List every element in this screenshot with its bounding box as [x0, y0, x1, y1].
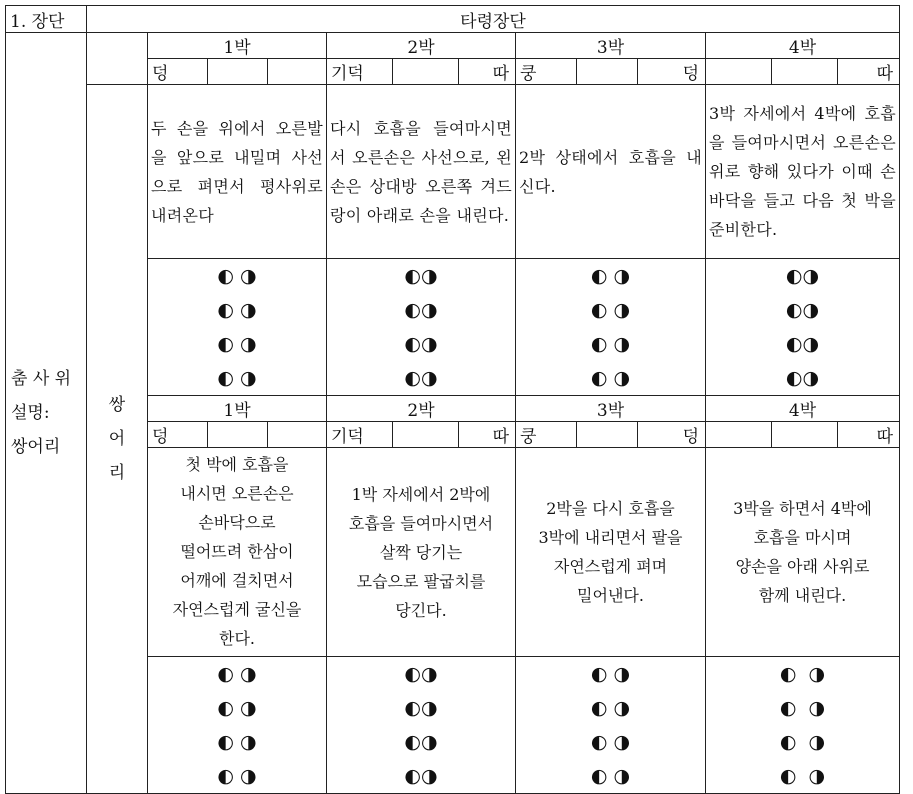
movement-description: 첫 박에 호흡을 내시면 오른손은 손바닥으로 떨어뜨려 한삼이 어깨에 걸치면서 자연스럽게 굴신을 한다. [148, 448, 327, 657]
breath-symbol: ◐ ◑ [217, 697, 257, 719]
breath-symbol: ◐ ◑ [217, 299, 257, 321]
section-label-line: 설명: [11, 403, 50, 423]
beat-1-header: 1박 [148, 396, 327, 422]
breath-symbol: ◐ ◑ [779, 663, 826, 685]
breath-symbol: ◐◑ [785, 367, 820, 389]
sound-cell-empty [772, 59, 838, 85]
breath-symbol: ◐ ◑ [217, 367, 257, 389]
breath-symbol: ◐◑ [404, 731, 438, 753]
movement-description: 다시 호흡을 들여마시면서 오른손은 사선으로, 왼손은 상대방 오른쪽 겨드랑이 아래로 손을 내린다. [327, 85, 516, 259]
sound-cell: 따 [838, 59, 900, 85]
movement-description: 2박 상태에서 호흡을 내신다. [516, 85, 706, 259]
breath-symbol: ◐ ◑ [590, 265, 631, 287]
vertical-label-char: 어 [108, 429, 126, 449]
vertical-label [87, 85, 148, 794]
breath-symbols [148, 259, 327, 396]
sound-cell-empty [706, 422, 772, 448]
section-number: 1. 장단 [6, 6, 87, 33]
breath-symbol: ◐ ◑ [590, 367, 631, 389]
breath-symbol: ◐ ◑ [217, 731, 257, 753]
sound-cell: 쿵 [516, 422, 577, 448]
breath-symbols [327, 657, 516, 794]
sound-cell: 기덕 [327, 59, 393, 85]
movement-description: 두 손을 위에서 오른발을 앞으로 내밀며 사선으로 펴면서 평사위로 내려온다 [148, 85, 327, 259]
sound-cell: 쿵 [516, 59, 577, 85]
beat-1-header: 1박 [148, 33, 327, 59]
sound-cell-empty [268, 422, 327, 448]
breath-symbol: ◐ ◑ [779, 731, 826, 753]
dance-notation-table [5, 5, 900, 794]
beat-4-header: 4박 [706, 33, 900, 59]
breath-symbol: ◐◑ [785, 333, 820, 355]
movement-description: 1박 자세에서 2박에 호흡을 들여마시면서 살짝 당기는 모습으로 팔굽치를 당긴다. [327, 448, 516, 657]
beat-3-header: 3박 [516, 396, 706, 422]
breath-symbol: ◐ ◑ [590, 697, 631, 719]
breath-symbol: ◐ ◑ [590, 731, 631, 753]
sound-cell-empty [577, 59, 638, 85]
sound-cell: 덩 [148, 422, 208, 448]
beat-4-header: 4박 [706, 396, 900, 422]
vertical-label-char: 리 [108, 463, 126, 483]
blank-cell [87, 33, 148, 85]
sound-cell-empty [268, 59, 327, 85]
breath-symbol: ◐ ◑ [217, 765, 257, 787]
sound-cell-empty [208, 59, 268, 85]
sound-cell: 기덕 [327, 422, 393, 448]
breath-symbol: ◐ ◑ [590, 765, 631, 787]
sound-cell-empty [208, 422, 268, 448]
movement-description: 3박 자세에서 4박에 호흡을 들여마시면서 오른손은 위로 향해 있다가 이때 손바닥을 들고 다음 첫 박을 준비한다. [706, 85, 900, 259]
breath-symbol: ◐ ◑ [217, 333, 257, 355]
breath-symbols [148, 657, 327, 794]
breath-symbol: ◐ ◑ [590, 663, 631, 685]
sound-cell-empty [393, 59, 459, 85]
breath-symbol: ◐◑ [404, 265, 438, 287]
sound-cell: 덩 [638, 59, 706, 85]
movement-description: 2박을 다시 호흡을 3박에 내리면서 팔을 자연스럽게 펴며 밀어낸다. [516, 448, 706, 657]
beat-2-header: 2박 [327, 33, 516, 59]
sound-cell-empty [393, 422, 459, 448]
breath-symbol: ◐◑ [404, 299, 438, 321]
beat-3-header: 3박 [516, 33, 706, 59]
breath-symbol: ◐ ◑ [217, 663, 257, 685]
sound-cell-empty [772, 422, 838, 448]
breath-symbol: ◐ ◑ [590, 333, 631, 355]
breath-symbols [327, 259, 516, 396]
section-label [6, 33, 87, 794]
breath-symbol: ◐ ◑ [590, 299, 631, 321]
breath-symbol: ◐ ◑ [779, 697, 826, 719]
breath-symbols [516, 657, 706, 794]
breath-symbols [516, 259, 706, 396]
breath-symbol: ◐◑ [785, 265, 820, 287]
section-label-line: 쌍어리 [11, 437, 61, 457]
sound-cell: 따 [459, 59, 516, 85]
movement-description: 3박을 하면서 4박에 호흡을 마시며 양손을 아래 사위로 함께 내린다. [706, 448, 900, 657]
beat-2-header: 2박 [327, 396, 516, 422]
breath-symbols [706, 657, 900, 794]
breath-symbol: ◐◑ [785, 299, 820, 321]
sound-cell: 따 [459, 422, 516, 448]
section-label-line: 춤 사 위 [11, 369, 72, 389]
breath-symbol: ◐ ◑ [779, 765, 826, 787]
breath-symbol: ◐ ◑ [217, 265, 257, 287]
sound-cell: 덩 [638, 422, 706, 448]
vertical-label-char: 쌍 [108, 395, 126, 415]
breath-symbol: ◐◑ [404, 333, 438, 355]
breath-symbol: ◐◑ [404, 663, 438, 685]
breath-symbols [706, 259, 900, 396]
breath-symbol: ◐◑ [404, 367, 438, 389]
breath-symbol: ◐◑ [404, 765, 438, 787]
sound-cell: 따 [838, 422, 900, 448]
breath-symbol: ◐◑ [404, 697, 438, 719]
sound-cell-empty [706, 59, 772, 85]
sound-cell: 덩 [148, 59, 208, 85]
rhythm-title: 타령장단 [87, 6, 900, 33]
sound-cell-empty [577, 422, 638, 448]
